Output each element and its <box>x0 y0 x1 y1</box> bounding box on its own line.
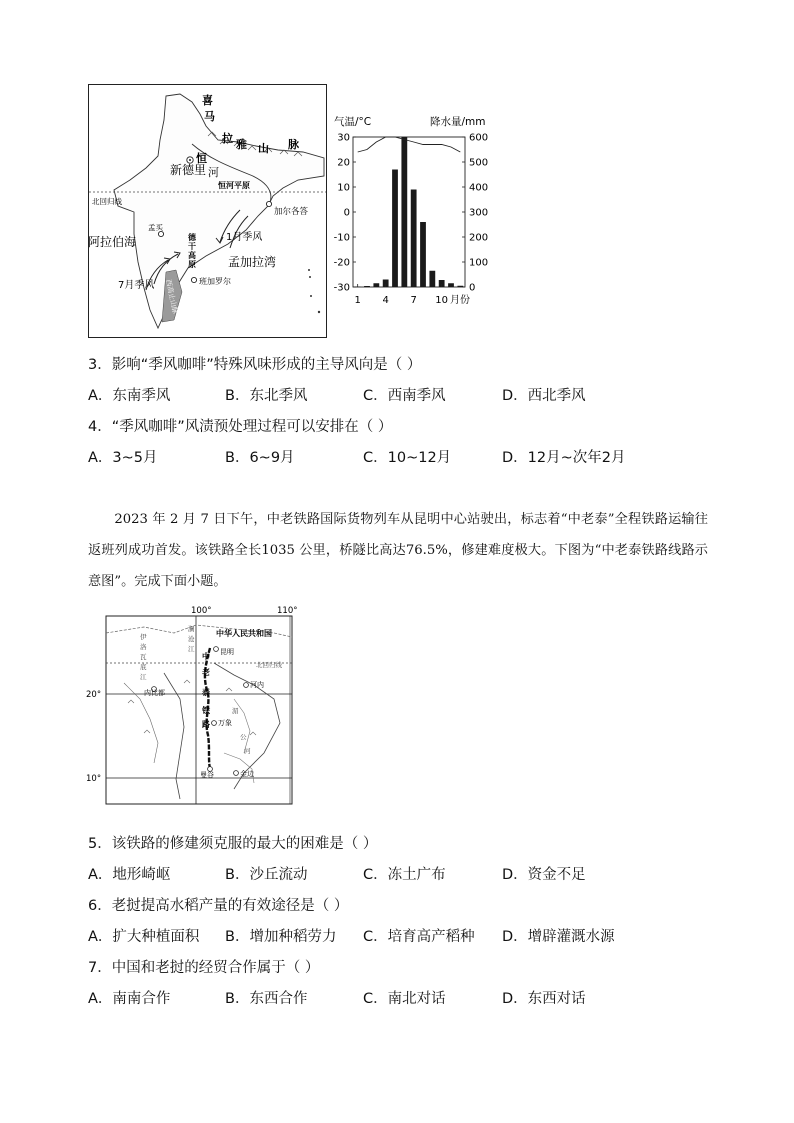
label-mekong-2: 公 <box>240 733 247 741</box>
label-irrawaddy-4: 底 <box>140 663 147 671</box>
label-bay-of-bengal: 孟加拉湾 <box>228 255 277 269</box>
question-7-option-a[interactable]: A．南南合作 <box>88 991 171 1007</box>
precip-tick-label: 500 <box>469 157 489 169</box>
passage-text: 2023 年 2 月 7 日下午，中老铁路国际货物列车从昆明中心站驶出，标志着“中老泰”全程铁路运输往返班列成功首发。该铁路全长1035 公里，桥隧比高达76.5%，修建难度极大。下图为“中老泰铁路线路示意图”。完成下面小题。 <box>88 512 708 589</box>
question-4-option-b[interactable]: B．6~9月 <box>225 450 295 466</box>
label-irrawaddy-5: 江 <box>140 673 147 681</box>
label-vientiane: 万象 <box>218 719 232 727</box>
precip-bar-8 <box>420 222 426 287</box>
label-lancang-3: 江 <box>188 645 195 653</box>
question-7-option-b[interactable]: B．东西合作 <box>225 991 308 1007</box>
label-lancang-2: 沧 <box>188 635 195 643</box>
label-rail-5: 路 <box>202 720 210 729</box>
label-lancang-1: 澜 <box>188 625 195 633</box>
precip-bar-11 <box>448 283 454 287</box>
label-xi: 喜 <box>202 94 213 107</box>
month-tick-label: 7 <box>410 295 417 306</box>
label-heng: 恒 <box>196 152 207 165</box>
label-tropic-2: 北回归线 <box>256 661 282 669</box>
question-6-option-a[interactable]: A．扩大种植面积 <box>88 929 200 945</box>
month-unit: 月份 <box>450 295 470 306</box>
label-phnom-penh: 金边 <box>240 770 254 778</box>
label-irrawaddy-3: 瓦 <box>140 653 147 661</box>
label-hanoi: 河内 <box>250 681 264 689</box>
precip-tick-label: 600 <box>469 132 489 144</box>
question-5-option-b[interactable]: B．沙丘流动 <box>225 867 308 883</box>
question-4-option-c[interactable]: C．10~12月 <box>363 450 452 466</box>
question-7-option-d[interactable]: D．东西对话 <box>502 991 586 1007</box>
label-kunming: 昆明 <box>220 648 234 656</box>
temp-tick-label: -30 <box>333 282 350 294</box>
label-irrawaddy-2: 洛 <box>140 643 147 651</box>
label-rail-1: 中 <box>202 652 210 661</box>
label-new-delhi: 新德里 <box>170 163 207 177</box>
label-bangalore: 班加罗尔 <box>199 277 231 286</box>
temp-tick-label: 0 <box>343 207 350 219</box>
label-mai: 脉 <box>288 138 299 151</box>
label-arabian-sea: 阿拉伯海 <box>88 235 137 249</box>
label-jul-monsoon: 7月季风 <box>118 280 155 291</box>
label-ganges-plain: 恒河平原 <box>218 181 250 190</box>
question-5-option-c[interactable]: C．冻土广布 <box>363 867 446 883</box>
question-3-option-a[interactable]: A．东南季风 <box>88 388 171 404</box>
label-bangkok: 曼谷 <box>200 771 214 779</box>
precip-tick-label: 0 <box>469 282 476 294</box>
question-3-option-c[interactable]: C．西南季风 <box>363 388 446 404</box>
temp-axis-label: 气温/°C <box>334 116 372 128</box>
temp-tick-label: 20 <box>337 157 350 169</box>
question-6-option-b[interactable]: B．增加种稻劳力 <box>225 929 337 945</box>
precip-tick-label: 300 <box>469 207 489 219</box>
label-ya: 雅 <box>236 138 247 151</box>
question-6-option-c[interactable]: C．培育高产稻种 <box>363 929 475 945</box>
month-tick-label: 10 <box>435 295 449 306</box>
precip-tick-label: 100 <box>469 257 489 269</box>
question-4-option-a[interactable]: A．3~5月 <box>88 450 158 466</box>
railway-map <box>84 603 300 808</box>
question-5-stem: 5．该铁路的修建须克服的最大的困难是（ ） <box>88 836 378 852</box>
precip-tick-label: 200 <box>469 232 489 244</box>
month-tick-label: 1 <box>354 295 361 306</box>
lon-100: 100° <box>191 606 212 616</box>
label-deccan-3: 高 <box>188 251 196 260</box>
label-jan-monsoon: 1月季风 <box>226 232 263 243</box>
label-shan: 山 <box>258 142 269 155</box>
label-irrawaddy-1: 伊 <box>140 633 147 641</box>
passage <box>88 504 708 597</box>
lat-20: 20° <box>86 690 102 700</box>
month-tick-label: 4 <box>382 295 389 306</box>
question-3-stem: 3．影响“季风咖啡”特殊风味形成的主导风向是（ ） <box>88 357 422 373</box>
label-la: 拉 <box>222 132 233 145</box>
label-rail-4: 铁 <box>202 706 210 715</box>
question-3-option-d[interactable]: D．西北季风 <box>502 388 586 404</box>
precip-bar-6 <box>401 137 407 287</box>
label-mumbai: 孟买 <box>148 223 163 232</box>
precip-bar-2 <box>364 286 370 287</box>
label-ma: 马 <box>204 110 215 123</box>
label-mekong-1: 湄 <box>232 707 239 715</box>
label-western-ghats: 西高止山脉 <box>164 278 180 315</box>
lat-10: 10° <box>86 774 102 784</box>
label-kolkata: 加尔各答 <box>274 207 309 217</box>
question-3-option-b[interactable]: B．东北季风 <box>225 388 308 404</box>
india-map <box>88 84 328 339</box>
label-he: 河 <box>208 166 219 179</box>
precip-tick-label: 400 <box>469 182 489 194</box>
precip-bar-5 <box>392 170 398 288</box>
question-4-option-d[interactable]: D．12月~次年2月 <box>502 450 626 466</box>
question-7-option-c[interactable]: C．南北对话 <box>363 991 446 1007</box>
temp-tick-label: -10 <box>333 232 350 244</box>
question-5-option-d[interactable]: D．资金不足 <box>502 867 586 883</box>
question-4-stem: 4．“季风咖啡”风渍预处理过程可以安排在（ ） <box>88 419 393 435</box>
temp-tick-label: 10 <box>337 182 350 194</box>
question-6-stem: 6．老挝提高水稻产量的有效途径是（ ） <box>88 898 349 914</box>
precip-bar-7 <box>411 190 417 288</box>
temp-tick-label: -20 <box>333 257 350 269</box>
label-rail-3: 泰 <box>202 688 210 697</box>
precip-bar-12 <box>457 286 463 287</box>
label-tropic: 北回归线 <box>92 197 122 206</box>
question-6-option-d[interactable]: D．增辟灌溉水源 <box>502 929 615 945</box>
label-naypyidaw: 内比都 <box>144 689 165 697</box>
label-deccan-4: 原 <box>188 260 196 269</box>
lon-110: 110° <box>277 606 298 616</box>
precip-bar-3 <box>373 283 379 287</box>
label-mekong-3: 河 <box>244 747 251 755</box>
question-5-option-a[interactable]: A．地形崎岖 <box>88 867 171 883</box>
precip-bar-9 <box>429 271 435 287</box>
question-7-stem: 7．中国和老挝的经贸合作属于（ ） <box>88 960 320 976</box>
label-deccan-2: 干 <box>188 242 196 251</box>
temp-tick-label: 30 <box>337 132 350 144</box>
label-rail-2: 老 <box>202 668 210 677</box>
label-deccan-1: 德 <box>188 233 196 242</box>
precip-axis-label: 降水量/mm <box>430 116 486 128</box>
climate-chart <box>330 112 500 340</box>
label-china: 中华人民共和国 <box>216 629 272 638</box>
